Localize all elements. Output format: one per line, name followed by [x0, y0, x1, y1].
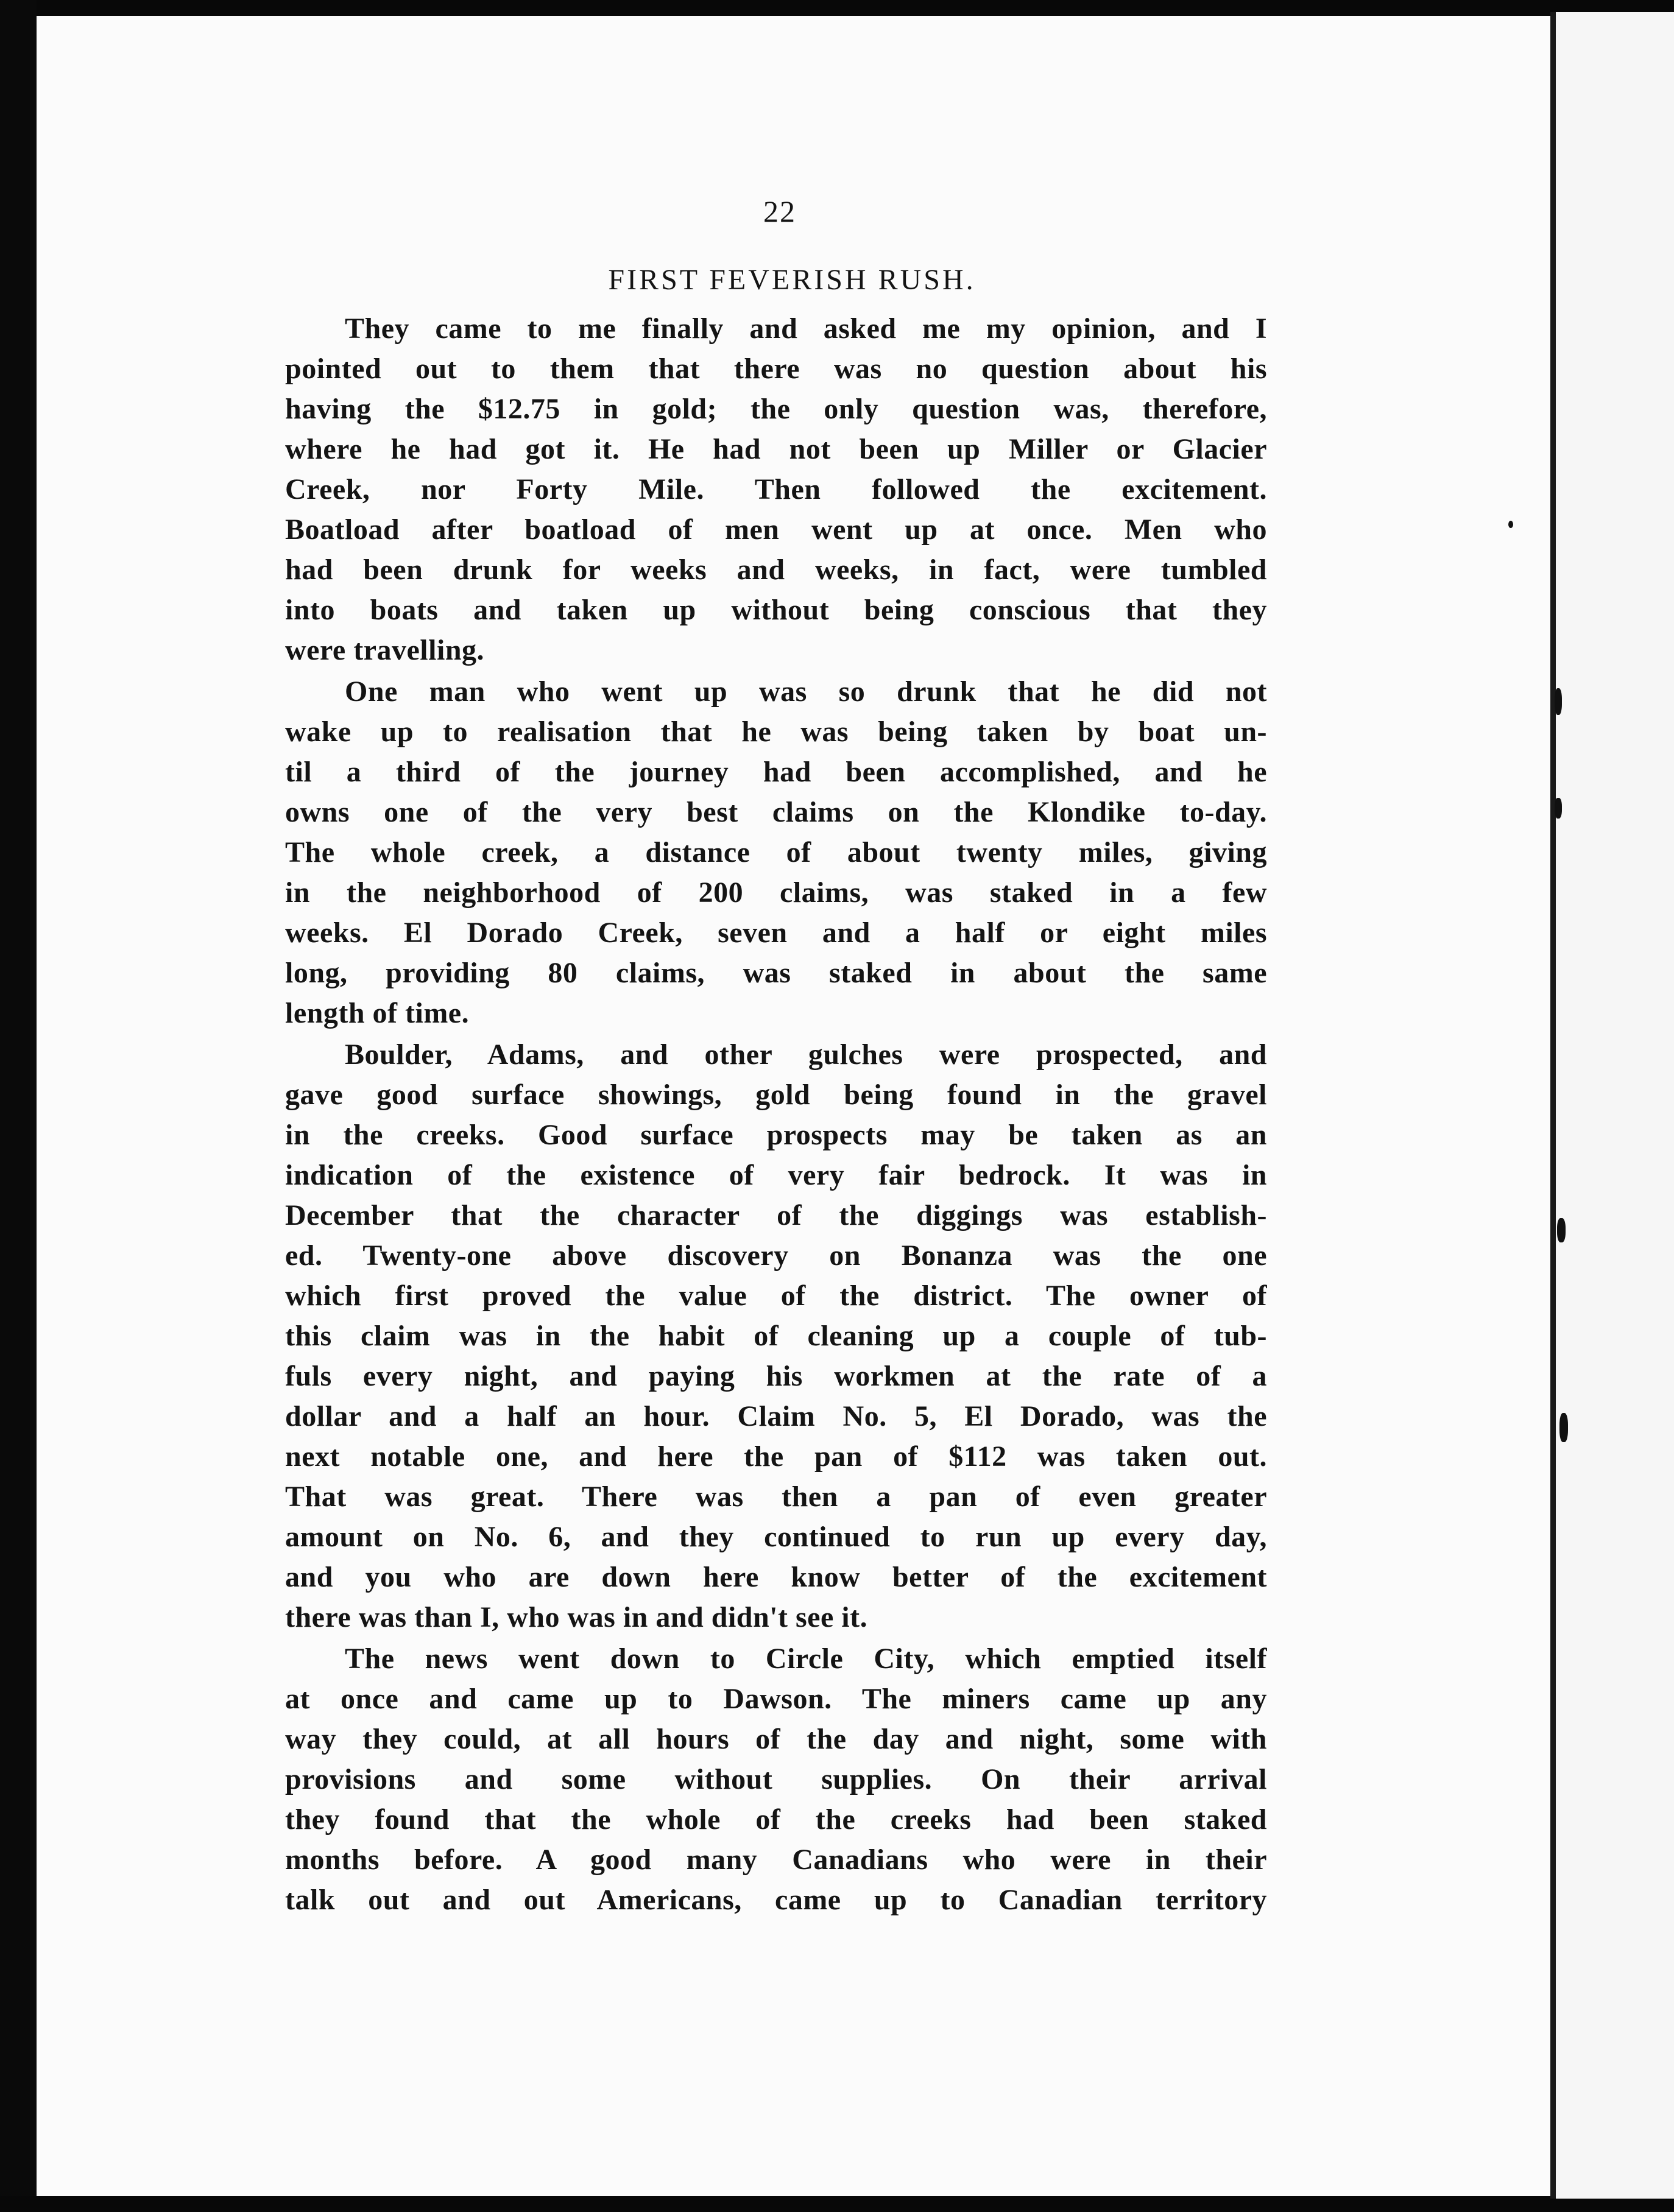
- text-line: which first proved the value of the district. The owner of: [285, 1280, 1267, 1312]
- text-line: this claim was in the habit of cleaning up a couple of tub-: [285, 1320, 1267, 1352]
- text-line: talk out and out Americans, came up to Canadian territory: [285, 1884, 1267, 1916]
- text-line: That was great. There was then a pan of even greater: [285, 1481, 1267, 1513]
- text-line: amount on No. 6, and they continued to run up every day,: [285, 1521, 1267, 1553]
- text-line: where he had got it. He had not been up Miller or Glacier: [285, 433, 1267, 465]
- text-line: provisions and some without supplies. On their arrival: [285, 1763, 1267, 1795]
- text-line: weeks. El Dorado Creek, seven and a half or eight miles: [285, 917, 1267, 949]
- ink-speck: [1557, 1218, 1566, 1242]
- facing-page-edge: [1556, 12, 1674, 2199]
- text-line: way they could, at all hours of the day and night, some with: [285, 1723, 1267, 1755]
- text-line: ed. Twenty-one above discovery on Bonanza was the one: [285, 1239, 1267, 1272]
- text-line: The whole creek, a distance of about twenty miles, giving: [285, 836, 1267, 868]
- text-line: wake up to realisation that he was being taken by boat un-: [285, 716, 1267, 748]
- text-line: Creek, nor Forty Mile. Then followed the excitement.: [285, 473, 1267, 505]
- text-line: there was than I, who was in and didn't see it.: [285, 1601, 868, 1633]
- text-line: months before. A good many Canadians who were in their: [285, 1844, 1267, 1876]
- page-number: 22: [763, 194, 796, 228]
- text-line: in the creeks. Good surface prospects may be taken as an: [285, 1119, 1267, 1151]
- text-line: Boulder, Adams, and other gulches were prospected, and: [345, 1038, 1267, 1071]
- scan-border-bottom: [0, 2196, 1674, 2212]
- text-line: gave good surface showings, gold being found in the gravel: [285, 1079, 1267, 1111]
- text-line: owns one of the very best claims on the Klondike to-day.: [285, 796, 1267, 828]
- text-line: next notable one, and here the pan of $112 was taken out.: [285, 1440, 1267, 1473]
- ink-speck: [1508, 521, 1513, 528]
- text-line: December that the character of the diggings was establish-: [285, 1199, 1267, 1231]
- page-gutter-line: [1550, 12, 1556, 2199]
- text-line: Boatload after boatload of men went up at once. Men who: [285, 513, 1267, 546]
- text-line: long, providing 80 claims, was staked in about the same: [285, 957, 1267, 989]
- scan-border-left: [0, 0, 37, 2212]
- scan-border-top: [0, 0, 1674, 16]
- text-line: they found that the whole of the creeks had been staked: [285, 1803, 1267, 1836]
- text-line: into boats and taken up without being conscious that they: [285, 594, 1267, 626]
- text-line: pointed out to them that there was no question about his: [285, 353, 1267, 385]
- text-line: in the neighborhood of 200 claims, was staked in a few: [285, 876, 1267, 909]
- ink-speck: [1559, 1413, 1568, 1442]
- text-line: at once and came up to Dawson. The miners came up any: [285, 1683, 1267, 1715]
- text-line: having the $12.75 in gold; the only question was, therefore,: [285, 393, 1267, 425]
- ink-speck: [1555, 798, 1562, 819]
- text-line: til a third of the journey had been accomplished, and he: [285, 756, 1267, 788]
- text-line: They came to me finally and asked me my opinion, and I: [345, 312, 1267, 345]
- text-line: fuls every night, and paying his workmen at the rate of a: [285, 1360, 1267, 1392]
- section-heading: FIRST FEVERISH RUSH.: [608, 264, 976, 296]
- text-line: length of time.: [285, 997, 470, 1029]
- text-line: had been drunk for weeks and weeks, in fact, were tumbled: [285, 554, 1267, 586]
- text-line: One man who went up was so drunk that he did not: [345, 675, 1267, 708]
- text-line: and you who are down here know better of the excitement: [285, 1561, 1267, 1593]
- text-line: were travelling.: [285, 634, 485, 666]
- text-line: dollar and a half an hour. Claim No. 5, El Dorado, was the: [285, 1400, 1267, 1432]
- ink-speck: [1555, 688, 1562, 715]
- text-line: indication of the existence of very fair bedrock. It was in: [285, 1159, 1267, 1191]
- text-line: The news went down to Circle City, which emptied itself: [345, 1643, 1267, 1675]
